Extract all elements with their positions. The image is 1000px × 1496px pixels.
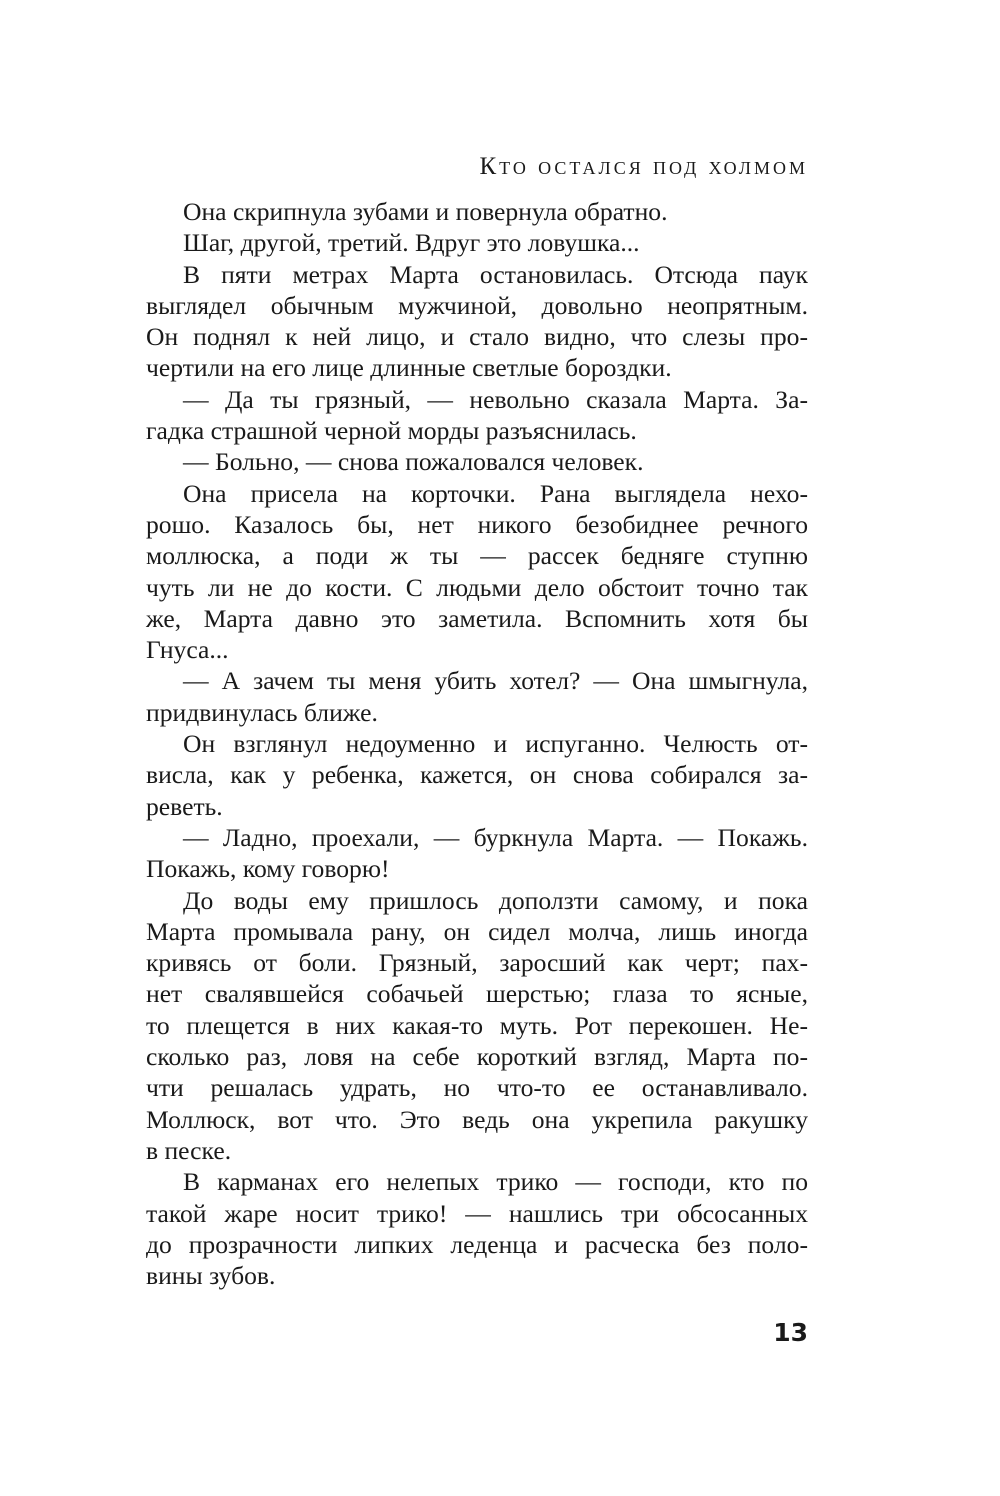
text-line: Покажь, кому говорю! — [146, 854, 390, 884]
running-header-title: Кто остался под холмом — [479, 153, 808, 180]
text-line: Моллюск, вот что. Это ведь она укрепила ракушку — [146, 1104, 808, 1134]
text-line: До воды ему пришлось доползти самому, и пока — [183, 885, 808, 915]
text-line: придвинулась ближе. — [146, 697, 378, 727]
text-line: вины зубов. — [146, 1261, 276, 1291]
text-line: чертили на его лице длинные светлые бороздки. — [146, 353, 672, 383]
text-line: В пяти метрах Марта остановилась. Отсюда паук — [183, 259, 808, 289]
text-line: Гнуса... — [146, 635, 229, 665]
text-line: Марта промывала рану, он сидел молча, лишь иногда — [146, 916, 808, 946]
paragraph — [109, 446, 808, 477]
text-line: же, Марта давно это заметила. Вспомнить хотя бы — [146, 603, 808, 633]
text-line: В карманах его нелепых трико — господи, кто по — [183, 1167, 808, 1197]
paragraph — [109, 885, 808, 1167]
text-line: — Больно, — снова пожаловался человек. — [183, 447, 644, 477]
paragraph — [109, 384, 808, 447]
body-text — [109, 196, 808, 1291]
paragraph — [109, 1166, 808, 1291]
text-line: чуть ли не до кости. С людьми дело обстоит точно так — [146, 572, 808, 602]
paragraph — [109, 822, 808, 885]
paragraph — [109, 728, 808, 822]
text-line: Он взглянул недоуменно и испуганно. Челюсть от- — [183, 729, 808, 759]
text-line: — Ладно, проехали, — буркнула Марта. — Покажь. — [183, 822, 808, 852]
text-line: нет свалявшейся собачьей шерстью; глаза то ясные, — [146, 979, 808, 1009]
text-line: в песке. — [146, 1135, 232, 1165]
paragraph — [109, 665, 808, 728]
text-line: выглядел обычным мужчиной, довольно неопрятным. — [146, 290, 808, 320]
text-line: Она присела на корточки. Рана выглядела нехо- — [183, 478, 808, 508]
text-line: до прозрачности липких леденца и расческа без поло- — [146, 1229, 808, 1259]
text-line: кривясь от боли. Грязный, заросший как черт; пах- — [146, 948, 808, 978]
text-line: — А зачем ты меня убить хотел? — Она шмыгнула, — [183, 666, 808, 696]
text-line: моллюска, а поди ж ты — рассек бедняге ступню — [146, 541, 808, 571]
text-line: — Да ты грязный, — невольно сказала Марта. За- — [183, 384, 808, 414]
text-line: чти решалась удрать, но что-то ее останавливало. — [146, 1073, 808, 1103]
text-line: Он поднял к ней лицо, и стало видно, что слезы про- — [146, 322, 808, 352]
text-line: сколько раз, ловя на себе короткий взгляд, Марта по- — [146, 1042, 808, 1072]
paragraph — [109, 259, 808, 384]
page-number: 13 — [773, 1318, 808, 1347]
text-line: такой жаре носит трико! — нашлись три обсосанных — [146, 1198, 808, 1228]
text-line: рошо. Казалось бы, нет никого безобиднее речного — [146, 509, 808, 539]
text-line: то плещется в них какая-то муть. Рот перекошен. Не- — [146, 1010, 808, 1040]
text-line: Она скрипнула зубами и повернула обратно. — [183, 197, 668, 226]
text-line: реветь. — [146, 791, 223, 821]
paragraph — [109, 196, 808, 227]
paragraph — [109, 478, 808, 666]
text-line: гадка страшной черной морды разъяснилась. — [146, 416, 637, 446]
text-line: Шаг, другой, третий. Вдруг это ловушка... — [183, 228, 640, 258]
text-line: висла, как у ребенка, кажется, он снова собирался за- — [146, 760, 808, 790]
paragraph — [109, 227, 808, 258]
